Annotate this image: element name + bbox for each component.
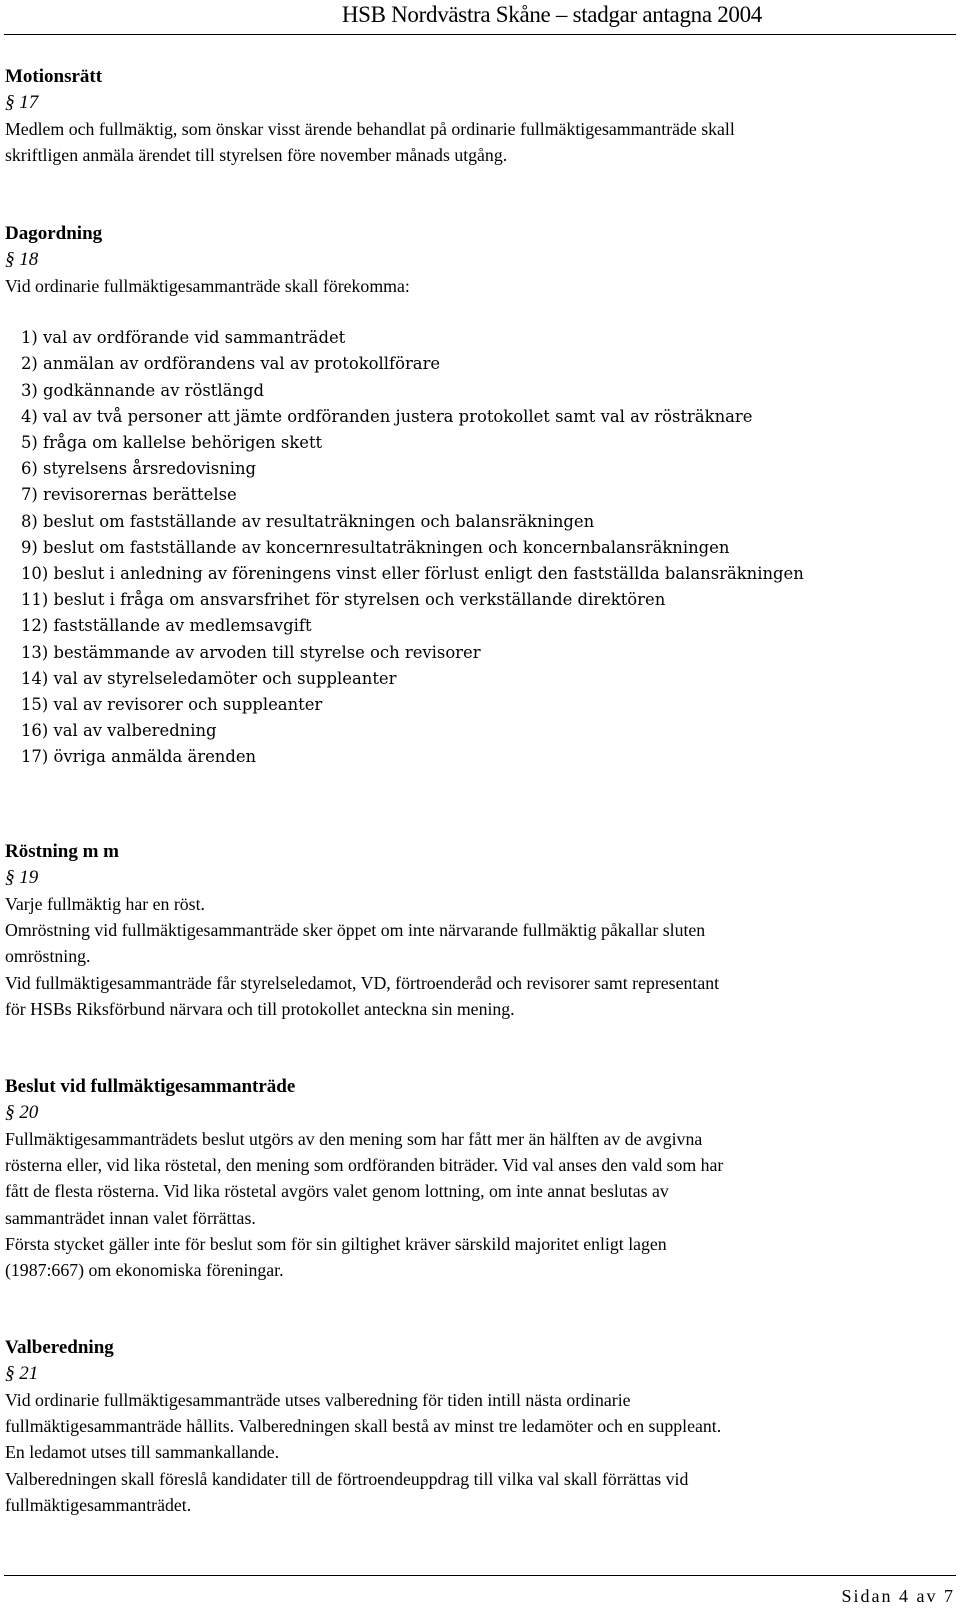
text-line: Vid fullmäktigesammanträde får styrelseledamot, VD, förtroenderåd och revisorer samt representant [5,972,720,993]
text-line: rösterna eller, vid lika röstetal, den mening som ordföranden biträder. Vid val anses den vald som har [5,1155,724,1176]
section-18 [5,221,955,771]
section-heading: Beslut vid fullmäktigesammanträde [5,1076,296,1097]
list-item: 8) beslut om fastställande av resultaträkningen och balansräkningen [21,511,595,531]
paragraph-number: § 19 [5,867,39,888]
list-item: 14) val av styrelseledamöter och suppleanter [21,668,397,688]
text-line: Medlem och fullmäktig, som önskar visst ärende behandlat på ordinarie fullmäktigesammanträde skall [5,119,735,139]
section-21 [5,1335,955,1518]
list-item: 13) bestämmande av arvoden till styrelse och revisorer [21,642,481,662]
text-line: fått de flesta rösterna. Vid lika röstetal avgörs valet genom lottning, om inte annat beslutas av [5,1181,669,1202]
text-line: (1987:667) om ekonomiska föreningar. [5,1260,284,1281]
text-line: omröstning. [5,946,91,967]
text-line: Vid ordinarie fullmäktigesammanträde utses valberedning för tiden intill nästa ordinarie [5,1390,631,1410]
document-title: HSB Nordvästra Skåne – stadgar antagna 2004 [341,2,762,27]
list-item: 17) övriga anmälda ärenden [21,747,257,767]
agenda-list [5,325,955,770]
section-heading: Dagordning [5,223,103,244]
text-line: sammanträdet innan valet förrättas. [5,1207,256,1228]
list-item: 10) beslut i anledning av föreningens vinst eller förlust enligt den fastställda balansräkningen [21,564,804,584]
footer-divider [4,1575,956,1576]
page-header [0,0,960,34]
list-item: 7) revisorernas berättelse [21,485,237,505]
section-heading: Motionsrätt [5,66,103,87]
paragraph-number: § 21 [5,1363,39,1384]
section-20 [5,1074,955,1283]
list-item: 1) val av ordförande vid sammanträdet [21,328,346,348]
list-item: 2) anmälan av ordförandens val av protokollförare [21,354,441,374]
header-divider [4,34,956,35]
text-line: Omröstning vid fullmäktigesammanträde sker öppet om inte närvarande fullmäktig påkallar sluten [5,920,706,941]
text-line: En ledamot utses till sammankallande. [5,1442,280,1463]
list-item: 12) fastställande av medlemsavgift [21,616,312,636]
section-heading: Röstning m m [5,841,120,862]
section-17 [5,64,955,168]
list-item: 6) styrelsens årsredovisning [21,459,257,479]
paragraph-number: § 20 [5,1102,39,1123]
section-19 [5,839,955,1022]
list-item: 11) beslut i fråga om ansvarsfrihet för styrelsen och verkställande direktören [21,590,666,610]
text-line: fullmäktigesammanträdet. [5,1494,192,1515]
text-line: Valberedningen skall föreslå kandidater till de förtroendeuppdrag till vilka val skall förrättas vid [5,1468,689,1489]
section-heading: Valberedning [5,1337,114,1358]
text-line: Fullmäktigesammanträdets beslut utgörs av den mening som har fått mer än hälften av de avgivna [5,1129,703,1149]
text-line: Första stycket gäller inte för beslut som för sin giltighet kräver särskild majoritet enligt lagen [5,1233,667,1254]
text-line: fullmäktigesammanträde hållits. Valberedningen skall bestå av minst tre ledamöter och en suppleant. [5,1416,722,1437]
text-line: Varje fullmäktig har en röst. [5,894,205,914]
list-item: 15) val av revisorer och suppleanter [21,695,323,715]
paragraph-number: § 18 [5,249,39,270]
text-line: Vid ordinarie fullmäktigesammanträde skall förekomma: [5,276,410,296]
paragraph-number: § 17 [5,92,39,113]
list-item: 16) val av valberedning [21,721,217,741]
list-item: 5) fråga om kallelse behörigen skett [21,433,323,453]
list-item: 9) beslut om fastställande av koncernresultaträkningen och koncernbalansräkningen [21,537,730,557]
page-number: Sidan 4 av 7 [841,1586,955,1606]
list-item: 4) val av två personer att jämte ordföranden justera protokollet samt val av rösträknare [21,406,753,426]
list-item: 3) godkännande av röstlängd [21,380,264,400]
text-line: för HSBs Riksförbund närvara och till protokollet anteckna sin mening. [5,998,515,1019]
text-line: skriftligen anmäla ärendet till styrelsen före november månads utgång. [5,145,508,166]
